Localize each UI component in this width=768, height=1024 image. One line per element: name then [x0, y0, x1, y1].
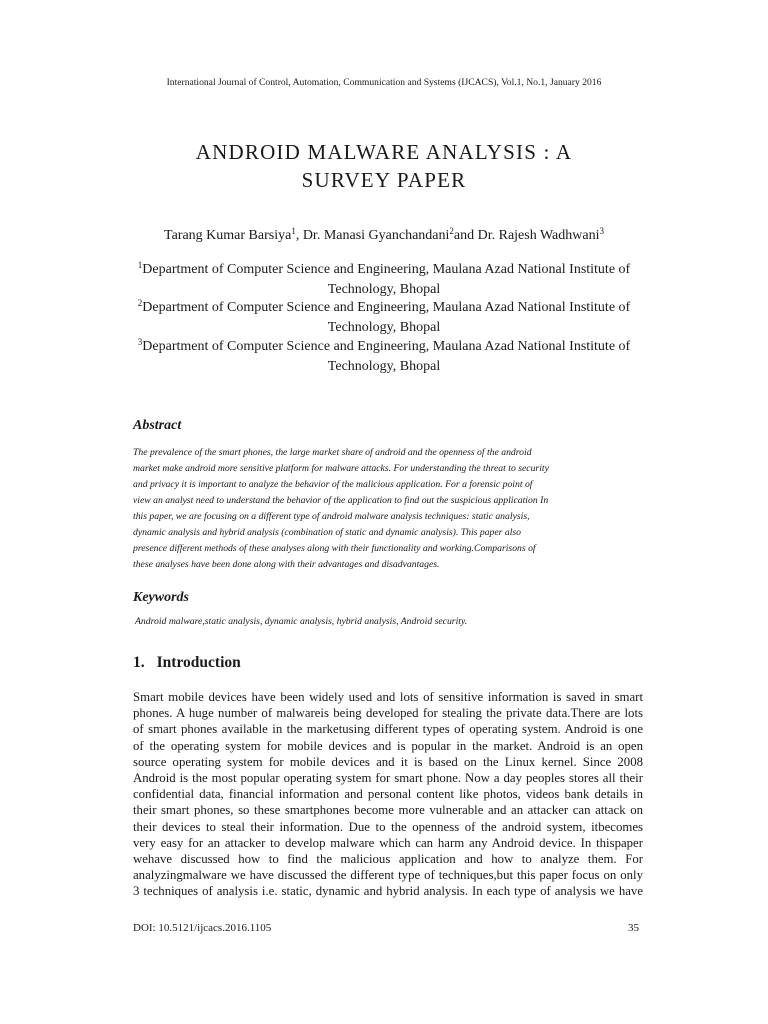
journal-header: International Journal of Control, Automation, Communication and Systems (IJCACS), Vol.1, No.1, January 2016 — [166, 77, 602, 88]
abstract-body — [133, 445, 643, 573]
abstract-line: The prevalence of the smart phones, the large market share of android and the openness of the android — [133, 447, 532, 458]
author-list — [0, 228, 768, 244]
introduction-body — [133, 689, 643, 900]
section-number: 1. — [133, 654, 145, 671]
introduction-heading — [133, 654, 241, 672]
keywords-heading: Keywords — [133, 590, 189, 605]
abstract-line: this paper, we are focusing on a different type of android malware analysis techniques: static analysis, — [133, 511, 530, 522]
intro-line: 3 techniques of analysis i.e. static, dynamic and hybrid analysis. In each type of analysis we have — [133, 884, 643, 899]
intro-line: their devices to steal their information. Due to the openness of the android system, itbecomes — [133, 819, 643, 834]
intro-line: of the operating system for mobile devices and is popular in the market. Android is an open — [133, 738, 643, 753]
doi-footer: DOI: 10.5121/ijcacs.2016.1105 — [133, 922, 272, 934]
section-title: Introduction — [156, 654, 241, 671]
affiliation-1-line-2: Technology, Bhopal — [327, 281, 441, 297]
affiliation-2-sup: 2 — [137, 298, 143, 308]
affiliation-2 — [100, 298, 668, 337]
affiliation-3-sup: 3 — [137, 337, 143, 347]
abstract-line: these analyses have been done along with their advantages and disadvantages. — [133, 559, 440, 570]
abstract-line: market make android more sensitive platform for malware attacks. For understanding the threat to security — [133, 463, 549, 474]
affiliation-2-line-2: Technology, Bhopal — [327, 319, 441, 335]
paper-title — [80, 138, 688, 194]
page-number: 35 — [628, 922, 639, 934]
abstract-heading: Abstract — [133, 418, 182, 433]
title-line-1: ANDROID MALWARE ANALYSIS : A — [195, 140, 573, 164]
keywords-text: Android malware,static analysis, dynamic analysis, hybrid analysis, Android security. — [135, 616, 468, 627]
intro-line: very easy for an attacker to develop malware which can harm any Android device. In thispaper — [133, 835, 643, 850]
affiliation-3-line-1: Department of Computer Science and Engineering, Maulana Azad National Institute of — [142, 339, 631, 354]
intro-line: source operating system for mobile devices and it is based on the Linux kernel. Since 2008 — [133, 754, 643, 769]
intro-line: Smart mobile devices have been widely used and lots of sensitive information is saved in smart — [133, 690, 643, 704]
abstract-line: view an analyst need to understand the behavior of the application to find out the suspicious application In — [133, 495, 549, 506]
author-2-sup: 2 — [449, 226, 454, 236]
author-1: Tarang Kumar Barsiya — [164, 228, 292, 243]
author-1-sup: 1 — [291, 226, 296, 236]
abstract-line: presence different methods of these analyses along with their functionality and working.Comparisons of — [133, 543, 536, 554]
author-3: and Dr. Rajesh Wadhwani — [453, 228, 600, 243]
author-2: , Dr. Manasi Gyanchandani — [295, 228, 450, 243]
affiliation-1-line-1: Department of Computer Science and Engineering, Maulana Azad National Institute of — [142, 262, 631, 277]
intro-line: wehave discussed how to find the malicious application and how to analyze them. For — [133, 852, 643, 867]
abstract-line: dynamic analysis and hybrid analysis (combination of static and dynamic analysis). This paper also — [133, 527, 522, 538]
author-3-sup: 3 — [599, 226, 604, 236]
affiliation-3 — [100, 337, 668, 376]
affiliation-2-line-1: Department of Computer Science and Engineering, Maulana Azad National Institute of — [142, 300, 631, 315]
affiliation-1-sup: 1 — [137, 260, 143, 270]
affiliation-1 — [100, 260, 668, 299]
intro-line: analyzingmalware we have discussed the different type of techniques,but this paper focus on only — [133, 868, 643, 883]
intro-line: their smart phones, so these smartphones become more vulnerable and an attacker can attack on — [133, 803, 643, 818]
intro-line: of smart phones available in the marketusing different types of operating system. Android is one — [133, 722, 643, 737]
intro-line: confidential data, financial information and personal content like photos, videos bank details in — [133, 787, 643, 802]
title-line-2: SURVEY PAPER — [301, 168, 467, 192]
intro-line: Android is the most popular operating system for smart phone. Now a day peoples stores all their — [133, 771, 643, 786]
abstract-line: and privacy it is important to analyze the behavior of the malicious application. For a forensic point of — [133, 479, 533, 490]
affiliation-3-line-2: Technology, Bhopal — [327, 358, 441, 374]
intro-line: phones. A huge number of malwareis being developed for stealing the private data.There are lots — [133, 706, 643, 721]
